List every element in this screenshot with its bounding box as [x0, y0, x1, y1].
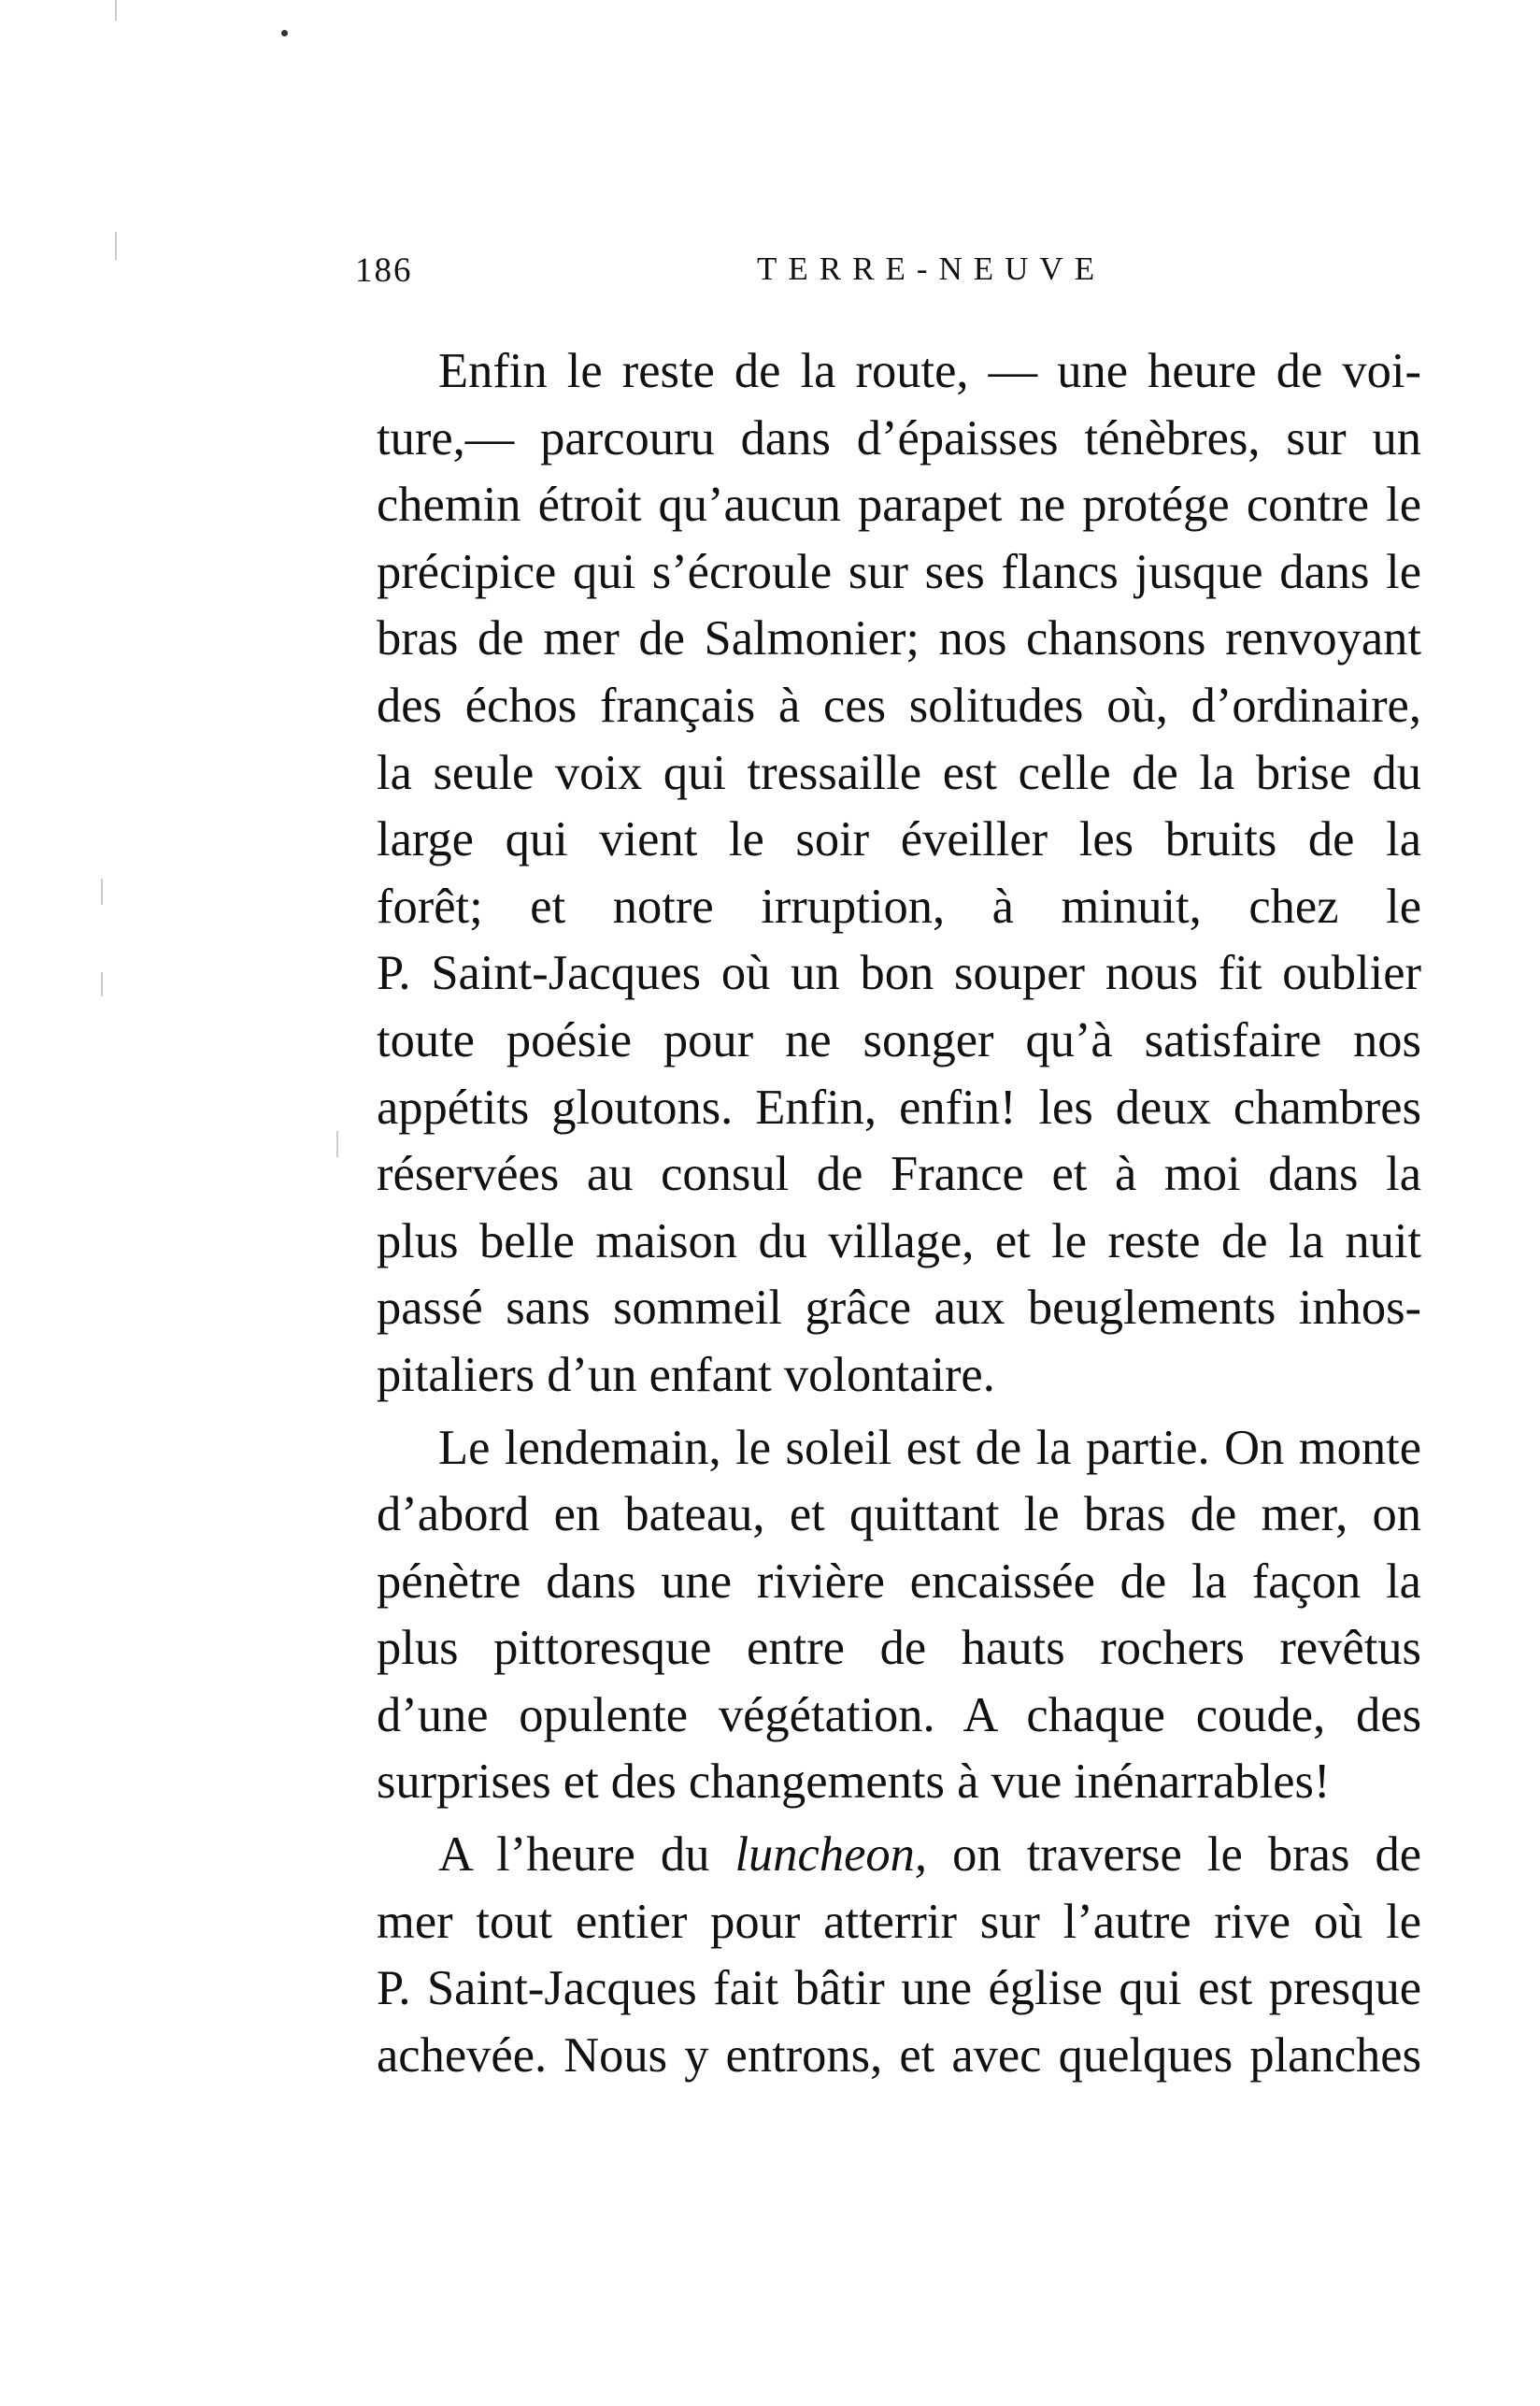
- scan-margin-line: [115, 0, 117, 21]
- italic-word-luncheon: luncheon,: [734, 1827, 928, 1883]
- body-text: [377, 338, 1421, 2089]
- scan-margin-line: [101, 972, 103, 996]
- scan-margin-line: [336, 1131, 338, 1157]
- scan-margin-line: [101, 879, 103, 905]
- text-line: pitaliers d’un enfant volontaire.: [377, 1347, 995, 1402]
- text-line: pénètre dans une rivière encaissée de la façon la: [377, 1554, 1421, 1609]
- text-line: forêt; et notre irruption, à minuit, chez le: [377, 879, 1421, 934]
- paragraph: [377, 338, 1421, 1410]
- text-line: P. Saint-Jacques fait bâtir une église qui est presque: [377, 1961, 1421, 2016]
- text-line: précipice qui s’écroule sur ses flancs jusque dans le: [377, 544, 1421, 599]
- text-line: toute poésie pour ne songer qu’à satisfaire nos: [377, 1012, 1421, 1067]
- text-line: [377, 1822, 1421, 1889]
- text-line: appétits gloutons. Enfin, enfin! les deux chambres: [377, 1080, 1421, 1135]
- text-line: mer tout entier pour atterrir sur l’autre rive où le: [377, 1894, 1421, 1949]
- page-header: [355, 251, 1430, 297]
- text-line: chemin étroit qu’aucun parapet ne protége contre le: [377, 478, 1421, 533]
- text-line: plus belle maison du village, et le reste de la nuit: [377, 1213, 1421, 1268]
- paragraph: [377, 1415, 1421, 1817]
- text-line: P. Saint-Jacques où un bon souper nous fit oublier: [377, 946, 1421, 1001]
- text-run: on traverse le bras de: [952, 1827, 1422, 1883]
- paragraph: [377, 1822, 1421, 2089]
- text-line: ture,— parcouru dans d’épaisses ténèbres, sur un: [377, 410, 1421, 465]
- text-line: d’abord en bateau, et quittant le bras de mer, on: [377, 1487, 1421, 1542]
- text-line: surprises et des changements à vue inénarrables!: [377, 1754, 1331, 1810]
- page-number: 186: [355, 251, 413, 290]
- text-line: achevée. Nous y entrons, et avec quelques planches: [377, 2027, 1421, 2083]
- text-line: Le lendemain, le soleil est de la partie. On monte: [438, 1420, 1421, 1475]
- text-line: réservées au consul de France et à moi dans la: [377, 1147, 1421, 1202]
- text-run: A l’heure du: [438, 1827, 710, 1883]
- running-title: TERRE-NEUVE: [757, 251, 1106, 287]
- scan-speck: [281, 30, 288, 36]
- text-line: plus pittoresque entre de hauts rochers revêtus: [377, 1621, 1421, 1676]
- text-line: large qui vient le soir éveiller les bruits de la: [377, 812, 1421, 867]
- text-line: bras de mer de Salmonier; nos chansons renvoyant: [377, 611, 1421, 666]
- text-line: Enfin le reste de la route, — une heure de voi-: [438, 344, 1421, 398]
- scan-margin-line: [115, 232, 117, 260]
- text-line: la seule voix qui tressaille est celle de la brise du: [377, 745, 1421, 800]
- text-line: passé sans sommeil grâce aux beuglements inhos-: [377, 1281, 1421, 1336]
- text-line: des échos français à ces solitudes où, d’ordinaire,: [377, 678, 1421, 733]
- text-line: d’une opulente végétation. A chaque coude, des: [377, 1687, 1421, 1742]
